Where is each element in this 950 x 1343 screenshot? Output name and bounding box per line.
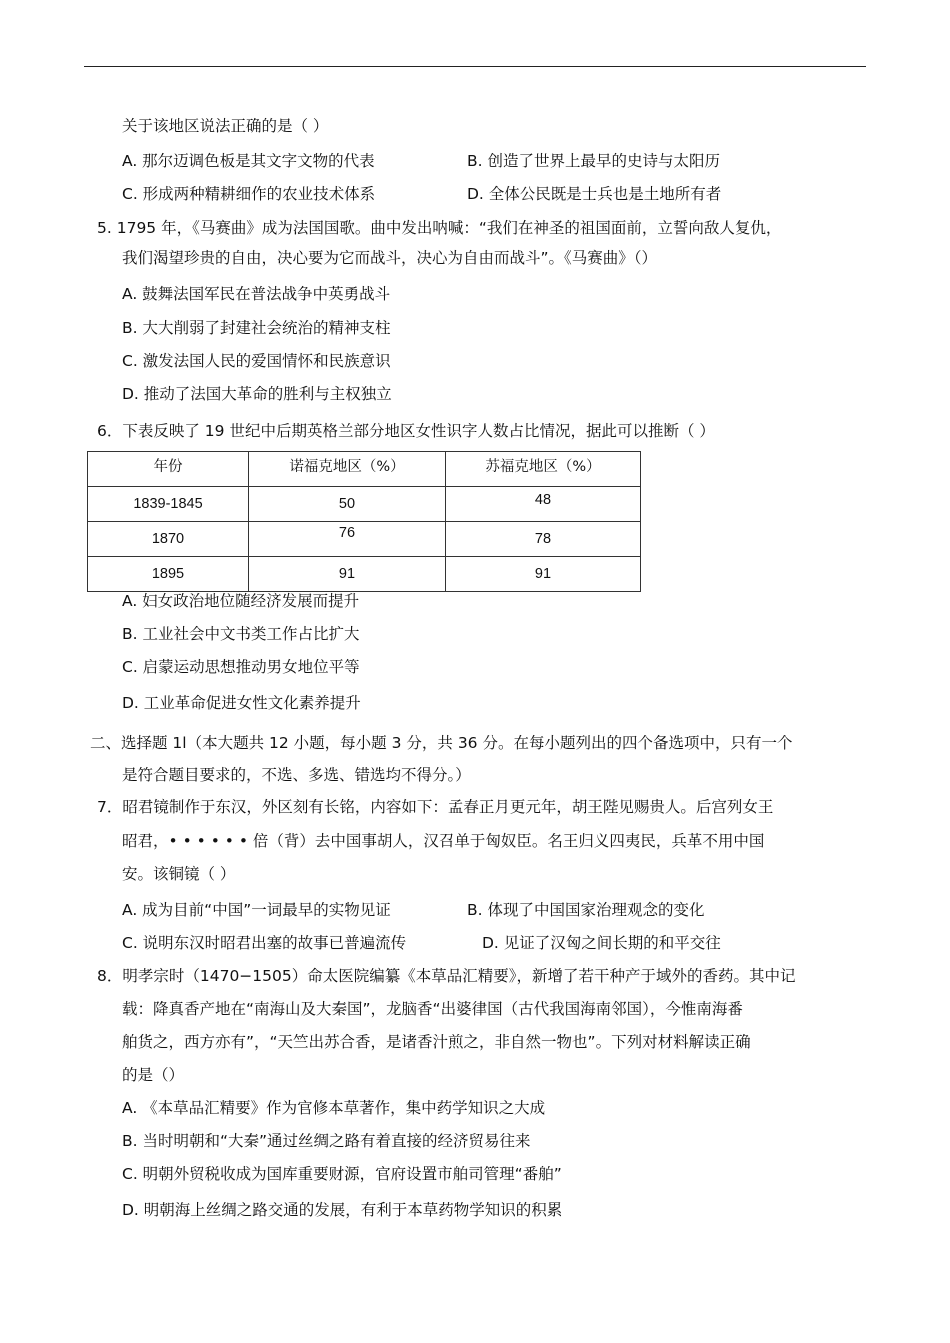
q7-stem-line3: 安。该铜镜（ ） — [122, 865, 236, 883]
table-row — [88, 557, 641, 592]
table-cell-norfolk: 76 — [249, 522, 446, 557]
table-header-norfolk: 诺福克地区（%） — [249, 452, 446, 487]
q5-stem-line1: 5. 1795 年，《马赛曲》成为法国国歌。曲中发出呐喊：“我们在神圣的祖国面前，立誓向敌人复仇， — [97, 219, 782, 237]
section2-heading-line2: 是符合题目要求的，不选、多选、错选均不得分。） — [122, 766, 471, 784]
q5-stem-line2: 我们渴望珍贵的自由，决心要为它而战斗，决心为自由而战斗”。《马赛曲》（） — [122, 249, 658, 267]
q5-option-c[interactable]: C. 激发法国人民的爱国情怀和民族意识 — [122, 352, 391, 370]
table-cell-norfolk: 50 — [249, 487, 446, 522]
table-cell-year: 1895 — [88, 557, 249, 592]
q4-option-c[interactable]: C. 形成两种精耕细作的农业技术体系 — [122, 185, 376, 203]
q8-option-a[interactable]: A. 《本草品汇精要》作为官修本草著作，集中药学知识之大成 — [122, 1099, 546, 1117]
q5-option-d[interactable]: D. 推动了法国大革命的胜利与主权独立 — [122, 385, 392, 403]
q6-option-b[interactable]: B. 工业社会中文书类工作占比扩大 — [122, 625, 360, 643]
table-header-row — [88, 452, 641, 487]
q7-stem-line1: 7．昭君镜制作于东汉，外区刻有长铭，内容如下：孟春正月更元年，胡王陛见赐贵人。后宫列女王 — [97, 798, 774, 816]
q8-stem-line4: 的是（） — [122, 1066, 185, 1084]
table-header-year: 年份 — [88, 452, 249, 487]
table-header-suffolk: 苏福克地区（%） — [446, 452, 641, 487]
header-rule — [84, 66, 866, 67]
q8-stem-line2: 载：降真香产地在“南海山及大秦国”，龙脑香“出婆律国（古代我国海南邻国），今惟南海番 — [122, 1000, 743, 1018]
q8-option-d[interactable]: D. 明朝海上丝绸之路交通的发展，有利于本草药物学知识的积累 — [122, 1201, 563, 1219]
table-cell-norfolk: 91 — [249, 557, 446, 592]
q8-stem-line3: 舶货之，西方亦有”，“天竺出苏合香，是诸香汁煎之，非自然一物也”。下列对材料解读正确 — [122, 1033, 751, 1051]
q7-option-d[interactable]: D. 见证了汉匈之间长期的和平交往 — [482, 934, 721, 952]
q8-stem-line1: 8．明孝宗时（1470−1505）命太医院编纂《本草品汇精要》，新增了若干种产于域外的香药。其中记 — [97, 967, 796, 985]
table-row — [88, 522, 641, 557]
table-cell-suffolk: 91 — [446, 557, 641, 592]
q8-option-c[interactable]: C. 明朝外贸税收成为国库重要财源，官府设置市舶司管理“番舶” — [122, 1165, 562, 1183]
table-cell-year: 1870 — [88, 522, 249, 557]
literacy-table — [87, 451, 641, 592]
q6-option-d[interactable]: D. 工业革命促进女性文化素养提升 — [122, 694, 361, 712]
q6-stem: 6．下表反映了 19 世纪中后期英格兰部分地区女性识字人数占比情况，据此可以推断（ ） — [97, 422, 715, 440]
q4-option-b[interactable]: B. 创造了世界上最早的史诗与太阳历 — [467, 152, 720, 170]
table-cell-suffolk: 78 — [446, 522, 641, 557]
q6-option-c[interactable]: C. 启蒙运动思想推动男女地位平等 — [122, 658, 360, 676]
q7-stem-line2: 昭君，• • • • • • 倍（背）去中国事胡人，汉召单于匈奴臣。名王归义四夷民，兵革不用中国 — [122, 832, 765, 850]
table-cell-year: 1839-1845 — [88, 487, 249, 522]
section2-heading-line1: 二、选择题 1l（本大题共 12 小题，每小题 3 分，共 36 分。在每小题列出的四个备选项中，只有一个 — [90, 734, 793, 752]
table-row — [88, 487, 641, 522]
q5-option-b[interactable]: B. 大大削弱了封建社会统治的精神支柱 — [122, 319, 391, 337]
q4-stem: 关于该地区说法正确的是（ ） — [122, 117, 329, 135]
q7-option-c[interactable]: C. 说明东汉时昭君出塞的故事已普遍流传 — [122, 934, 407, 952]
q6-option-a[interactable]: A. 妇女政治地位随经济发展而提升 — [122, 592, 360, 610]
q8-option-b[interactable]: B. 当时明朝和“大秦”通过丝绸之路有着直接的经济贸易往来 — [122, 1132, 531, 1150]
q4-option-a[interactable]: A. 那尔迈调色板是其文字文物的代表 — [122, 152, 375, 170]
q5-option-a[interactable]: A. 鼓舞法国军民在普法战争中英勇战斗 — [122, 285, 391, 303]
q4-option-d[interactable]: D. 全体公民既是士兵也是土地所有者 — [467, 185, 722, 203]
q7-option-a[interactable]: A. 成为目前“中国”一词最早的实物见证 — [122, 901, 391, 919]
table-cell-suffolk: 48 — [446, 487, 641, 522]
q7-option-b[interactable]: B. 体现了中国国家治理观念的变化 — [467, 901, 705, 919]
